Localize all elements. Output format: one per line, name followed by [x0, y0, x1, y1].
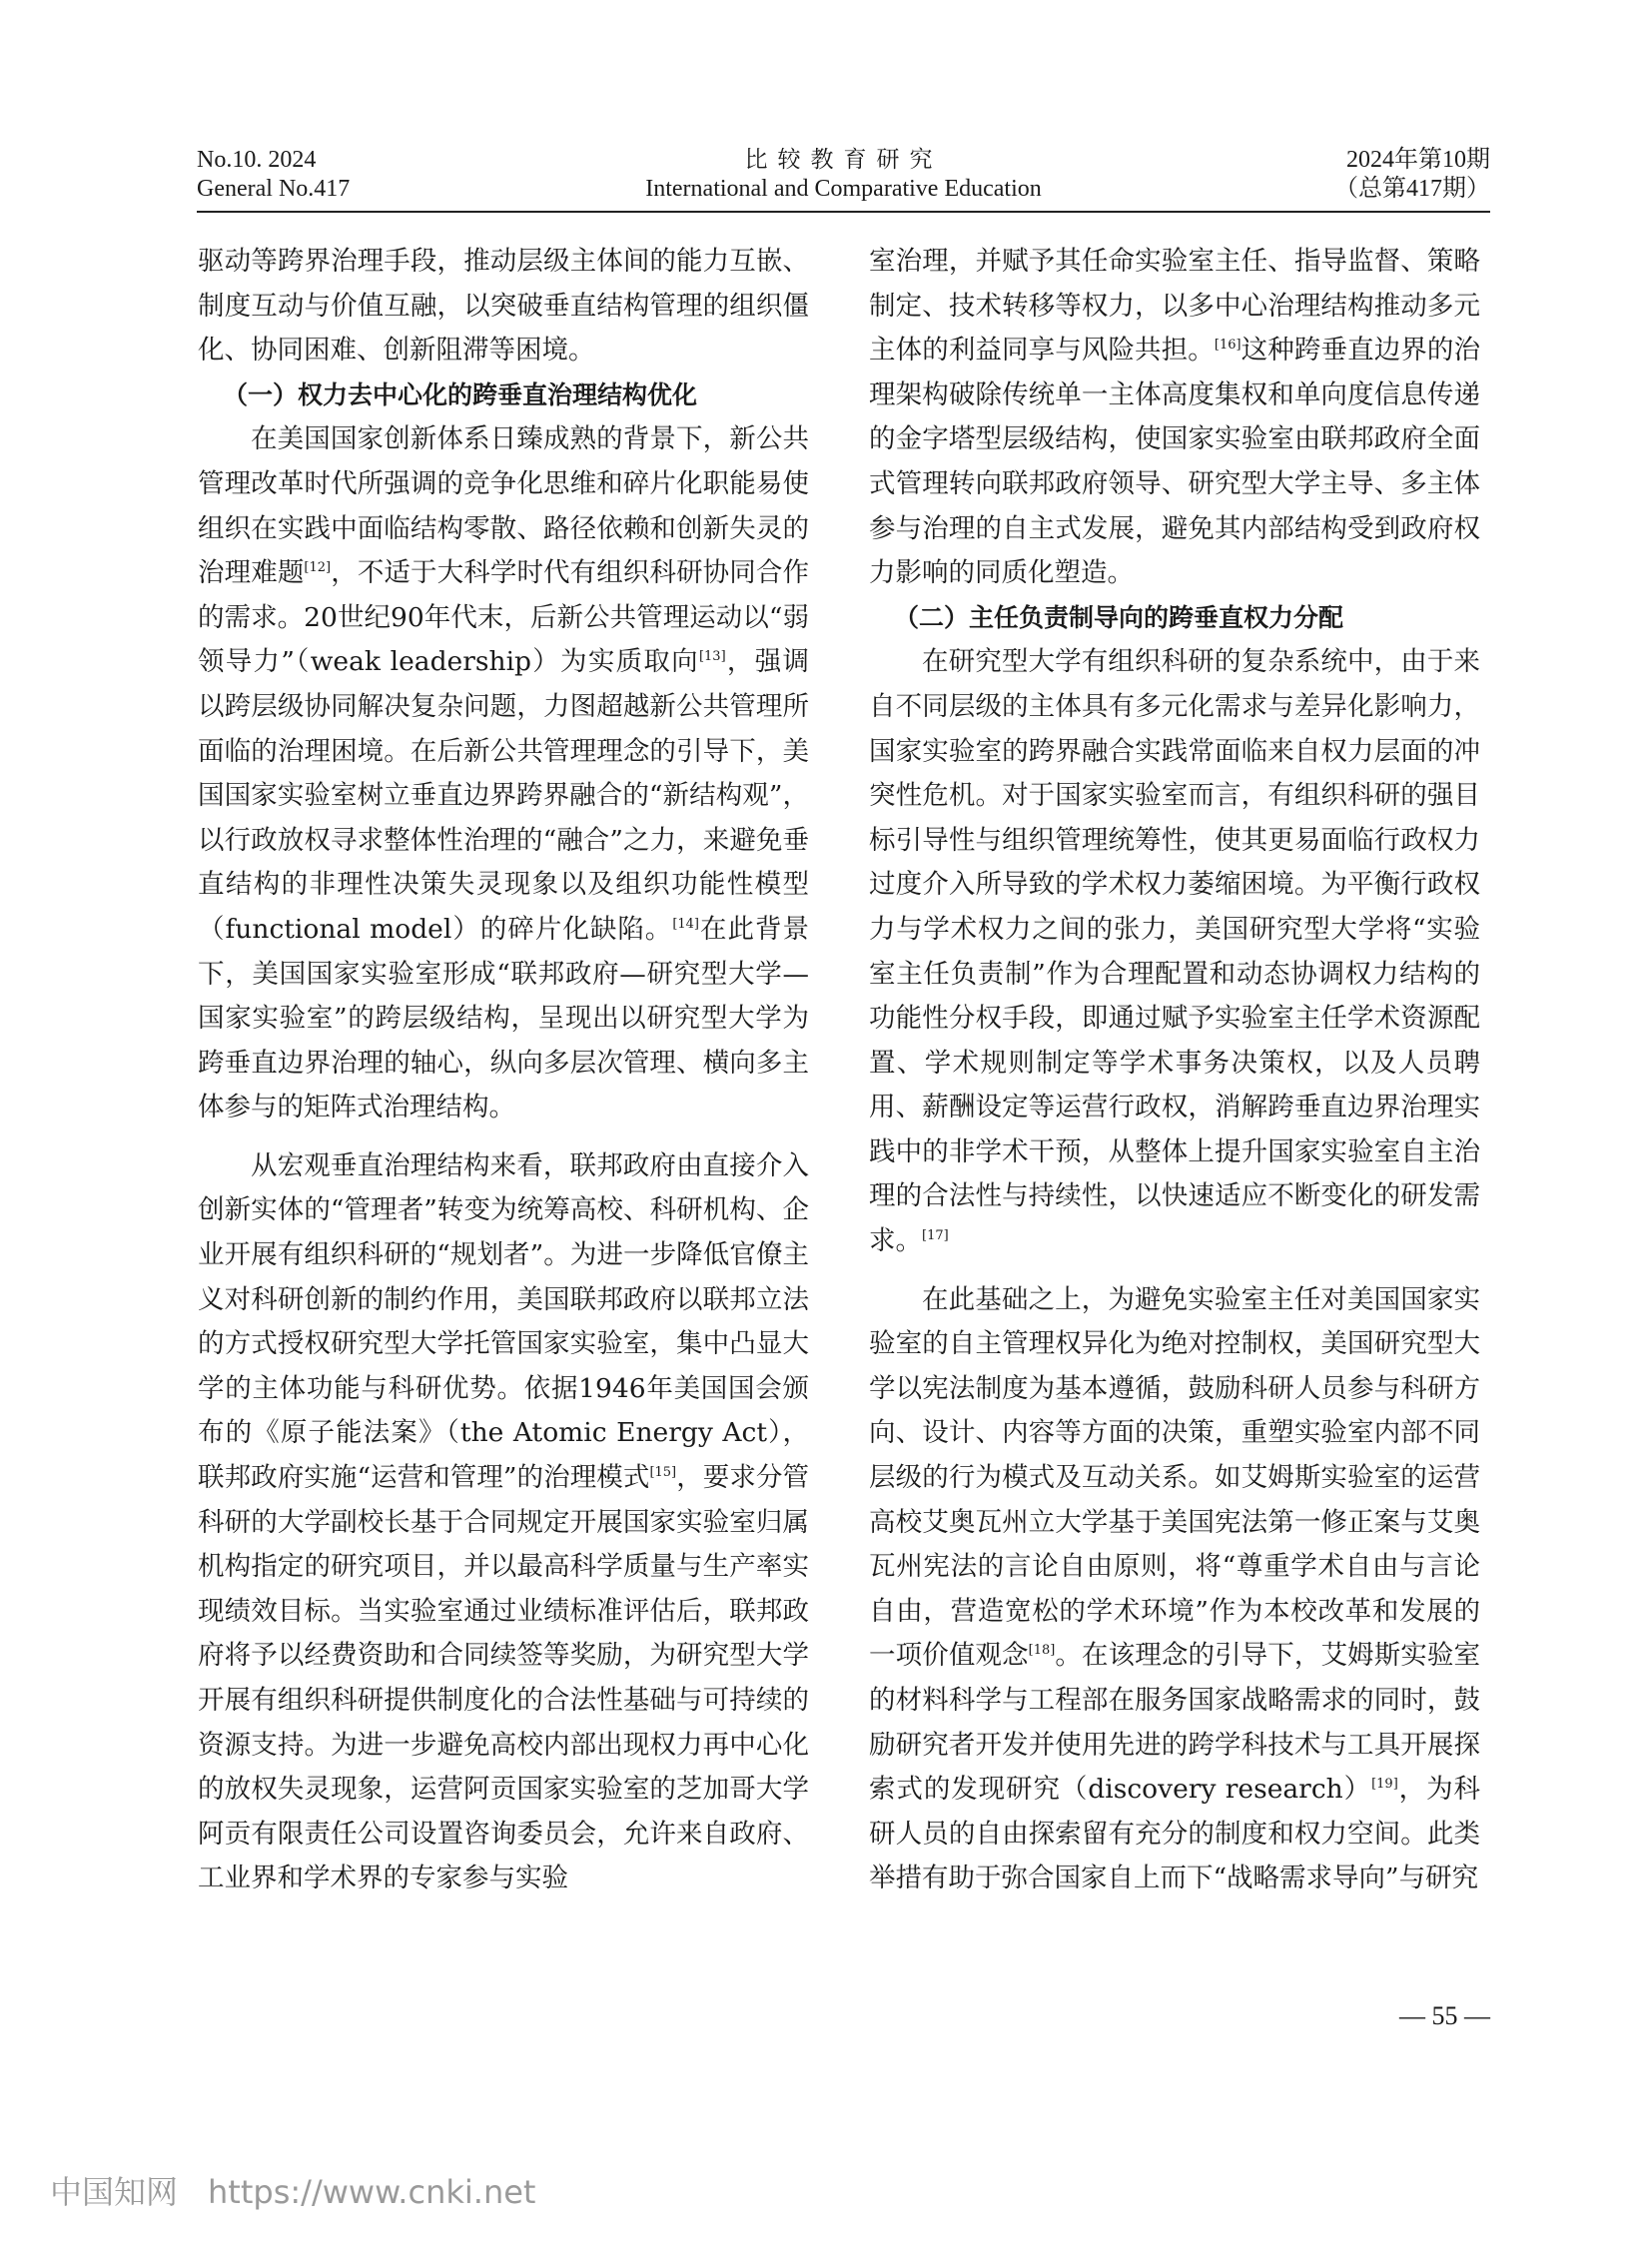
paragraph: 室治理，并赋予其任命实验室主任、指导监督、策略制定、技术转移等权力，以多中心治理结构推动多元主体的利益同享与风险共担。[16]这种跨垂直边界的治理架构破除传统单一主体高度集权和单向度信息传递的金字塔型层级结构，使国家实验室由联邦政府全面式管理转向联邦政府领导、研究型大学主导、多主体参与治理的自主式发展，避免其内部结构受到政府权力影响的同质化塑造。	[869, 246, 1481, 589]
citation: [18]	[1028, 1643, 1056, 1659]
paragraph: 在研究型大学有组织科研的复杂系统中，由于来自不同层级的主体具有多元化需求与差异化影响力，国家实验室的跨界融合实践常面临来自权力层面的冲突性危机。对于国家实验室而言，有组织科研的强目标引导性与组织管理统筹性，使其更易面临行政权力过度介入所导致的学术权力萎缩困境。为平衡行政权力与学术权力之间的张力，美国研究型大学将“实验室主任负责制”作为合理配置和动态协调权力结构的功能性分权手段，即通过赋予实验室主任学术资源配置、学术规则制定等学术事务决策权，以及人员聘用、薪酬设定等运营行政权，消解跨垂直边界治理实践中的非学术干预，从整体上提升国家实验室自主治理的合法性与持续性，以快速适应不断变化的研发需求。[17]	[869, 646, 1480, 1257]
paragraph: 从宏观垂直治理结构来看，联邦政府由直接介入创新实体的“管理者”转变为统筹高校、科研机构、企业开展有组织科研的“规划者”。为进一步降低官僚主义对科研创新的制约作用，美国联邦政府以联邦立法的方式授权研究型大学托管国家实验室，集中凸显大学的主体功能与科研优势。依据1946年美国国会颁布的《原子能法案》（the Atomic Energy Act），联邦政府实施“运营和管理”的治理模式[15]，要求分管科研的大学副校长基于合同规定开展国家实验室归属机构指定的研究项目，并以最高科学质量与生产率实现绩效目标。当实验室通过业绩标准评估后，联邦政府将予以经费资助和合同续签等奖励，为研究型大学开展有组织科研提供制度化的合法性基础与可持续的资源支持。为进一步避免高校内部出现权力再中心化的放权失灵现象，运营阿贡国家实验室的芝加哥大学阿贡有限责任公司设置咨询委员会，允许来自政府、工业界和学术界的专家参与实验	[198, 1149, 809, 1894]
running-header	[197, 146, 1490, 206]
general-number-cn: （总第417期）	[1334, 176, 1490, 202]
header-center	[197, 146, 1490, 204]
left-column	[198, 240, 809, 1901]
issue-number: No.10. 2024	[197, 147, 317, 173]
citation: [13]	[698, 649, 726, 665]
citation: [14]	[672, 917, 699, 933]
issue-year-cn: 2024年第10期	[1346, 147, 1490, 173]
paragraph: 在此基础之上，为避免实验室主任对美国国家实验室的自主管理权异化为绝对控制权，美国研究型大学以宪法制度为基本遵循，鼓励科研人员参与科研方向、设计、内容等方面的决策，重塑实验室内部不同层级的行为模式及互动关系。如艾姆斯实验室的运营高校艾奥瓦州立大学基于美国宪法第一修正案与艾奥瓦州宪法的言论自由原则，将“尊重学术自由与言论自由，营造宽松的学术环境”作为本校改革和发展的一项价值观念[18]。在该理念的引导下，艾姆斯实验室的材料科学与工程部在服务国家战略需求的同时，鼓励研究者开发并使用先进的跨学科技术与工具开展探索式的发现研究（discovery research）[19]，为科研人员的自由探索留有充分的制度和权力空间。此类举措有助于弥合国家自上而下“战略需求导向”与研究	[869, 1283, 1481, 1894]
section-heading: （二）主任负责制导向的跨垂直权力分配	[894, 602, 1344, 632]
header-rule	[197, 211, 1490, 213]
citation: [15]	[649, 1465, 677, 1481]
citation: [17]	[922, 1228, 949, 1244]
page-number: — 55 —	[1399, 2001, 1490, 2030]
citation: [12]	[304, 560, 332, 576]
citation: [16]	[1214, 338, 1241, 354]
section-heading: （一）权力去中心化的跨垂直治理结构优化	[223, 379, 698, 409]
journal-title-cn: 比较教育研究	[744, 147, 943, 173]
right-column	[869, 240, 1480, 1901]
watermark-url: https://www.cnki.net	[208, 2173, 536, 2211]
journal-title-en: International and Comparative Education	[645, 176, 1042, 202]
cnki-watermark	[50, 2167, 535, 2213]
watermark-brand: 中国知网	[50, 2173, 179, 2211]
general-number: General No.417	[197, 176, 351, 202]
paragraph: 在美国国家创新体系日臻成熟的背景下，新公共管理改革时代所强调的竞争化思维和碎片化职能易使组织在实践中面临结构零散、路径依赖和创新失灵的治理难题[12]，不适于大科学时代有组织科研协同合作的需求。20世纪90年代末，后新公共管理运动以“弱领导力”（weak leadership）为实质取向[13]，强调以跨层级协同解决复杂问题，力图超越新公共管理所面临的治理困境。在后新公共管理理念的引导下，美国国家实验室树立垂直边界跨界融合的“新结构观”，以行政放权寻求整体性治理的“融合”之力，来避免垂直结构的非理性决策失灵现象以及组织功能性模型（functional model）的碎片化缺陷。[14]在此背景下，美国国家实验室形成“联邦政府—研究型大学—国家实验室”的跨层级结构，呈现出以研究型大学为跨垂直边界治理的轴心，纵向多层次管理、横向多主体参与的矩阵式治理结构。	[198, 423, 810, 1123]
paragraph: 驱动等跨界治理手段，推动层级主体间的能力互嵌、制度互动与价值互融，以突破垂直结构管理的组织僵化、协同困难、创新阻滞等困境。	[198, 246, 809, 367]
citation: [19]	[1371, 1777, 1398, 1793]
header-right	[1334, 146, 1490, 204]
